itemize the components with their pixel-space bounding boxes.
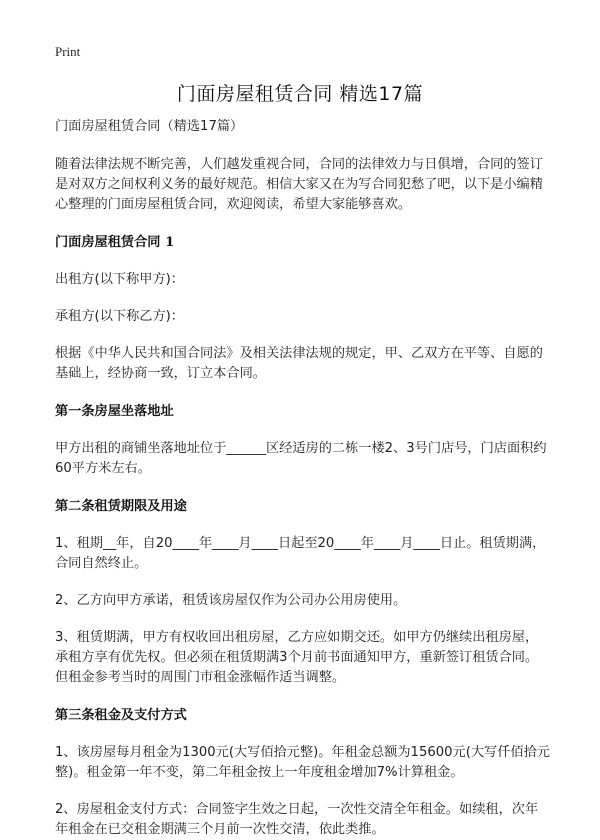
article1-heading: 第一条房屋坐落地址 <box>55 404 174 419</box>
document-title: 门面房屋租赁合同 精选17篇 <box>176 83 424 105</box>
document-subtitle: 门面房屋租赁合同（精选17篇） <box>55 119 244 134</box>
article1-text: 甲方出租的商铺坐落地址位于______区经适房的二栋一楼2、3号门店号，门店面积约60平方米左右。 <box>55 441 547 476</box>
contract-heading: 门面房屋租赁合同 1 <box>55 235 175 250</box>
article2-heading: 第二条租赁期限及用途 <box>55 499 187 514</box>
intro-paragraph: 随着法律法规不断完善，人们越发重视合同，合同的法律效力与日俱增，合同的签订是对双方之间权利义务的最好规范。相信大家又在为写合同犯愁了吧，以下是小编精心整理的门面房屋租赁合同，欢迎阅读，希望大家能够喜欢。 <box>55 157 543 212</box>
print-label: Print <box>55 44 81 59</box>
lessee-line: 承租方(以下称乙方)： <box>55 309 184 324</box>
lessor-line: 出租方(以下称甲方)： <box>55 272 184 287</box>
document-body <box>55 117 550 840</box>
article3-item2: 2、房屋租金支付方式：合同签字生效之日起，一次性交清全年租金。如续租，次年年租金在已交租金期满三个月前一次性交清，依此类推。 <box>55 802 539 837</box>
article3-item1: 1、该房屋每月租金为1300元(大写佰拾元整)。年租金总额为15600元(大写仟佰拾元整)。租金第一年不变，第二年租金按上一年度租金增加7%计算租金。 <box>55 745 550 780</box>
article3-heading: 第三条租金及支付方式 <box>55 708 187 723</box>
article2-item2: 2、乙方向甲方承诺，租赁该房屋仅作为公司办公用房使用。 <box>55 593 407 608</box>
preamble-paragraph: 根据《中华人民共和国合同法》及相关法律法规的规定，甲、乙双方在平等、自愿的基础上，经协商一致，订立本合同。 <box>55 346 543 381</box>
article2-item1: 1、租期__年，自20____年____月____日起至20____年____月____日止。租赁期满，合同自然终止。 <box>55 536 546 571</box>
article2-item3: 3、租赁期满，甲方有权收回出租房屋，乙方应如期交还。如甲方仍继续出租房屋，承租方享有优先权。但必须在租赁期满3个月前书面通知甲方，重新签订租赁合同。但租金参考当时的周围门市租金涨幅作适当调整。 <box>55 630 539 685</box>
